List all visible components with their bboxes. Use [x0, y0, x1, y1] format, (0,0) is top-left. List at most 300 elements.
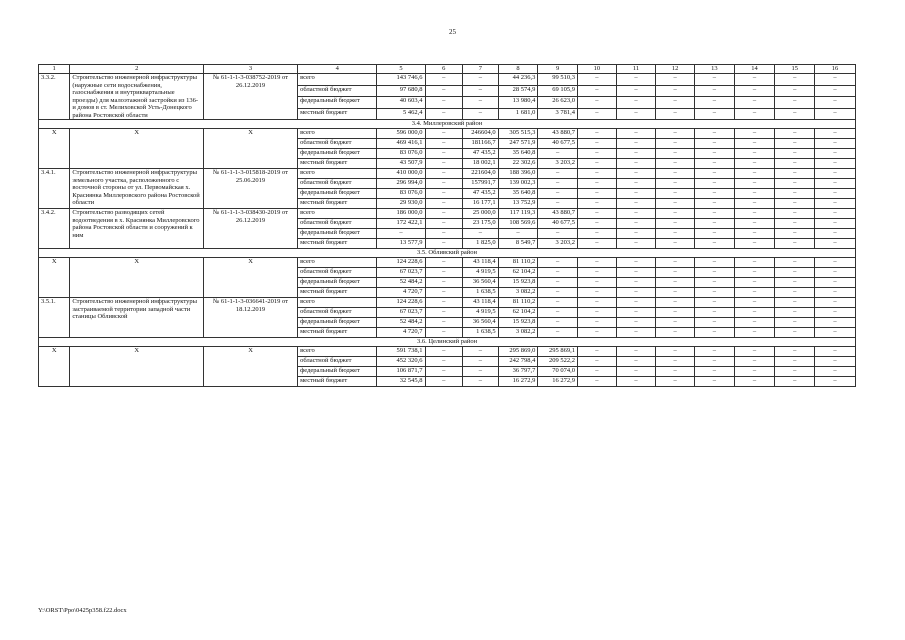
empty-dash: – [578, 97, 617, 109]
table-row [39, 74, 856, 86]
budget-type: областной бюджет [298, 268, 377, 278]
empty-dash: – [578, 129, 617, 139]
budget-value: 3 781,4 [538, 108, 578, 120]
budget-value: 3 203,2 [538, 239, 578, 249]
item-number: X [39, 347, 70, 387]
empty-dash: – [616, 129, 656, 139]
item-name: X [70, 347, 204, 387]
empty-dash: – [775, 298, 815, 308]
empty-dash: – [694, 229, 734, 239]
empty-dash: – [616, 85, 656, 97]
empty-dash: – [616, 288, 656, 298]
empty-dash: – [616, 258, 656, 268]
item-name: X [70, 129, 204, 169]
section-heading: 3.4. Миллеровский район [39, 120, 856, 129]
empty-dash: – [734, 308, 775, 318]
budget-value: – [425, 318, 463, 328]
empty-dash: – [616, 149, 656, 159]
budget-value: 4 919,5 [463, 268, 499, 278]
budget-value: 25 000,0 [463, 209, 499, 219]
empty-dash: – [578, 328, 617, 338]
budget-value: – [425, 328, 463, 338]
budget-value: 452 320,6 [377, 357, 425, 367]
empty-dash: – [578, 189, 617, 199]
item-name: Строительство инженерной инфраструктуры застраиваемой территории западной части станицы Обливской [70, 298, 204, 338]
empty-dash: – [815, 328, 856, 338]
budget-value: 26 623,0 [538, 97, 578, 109]
empty-dash: – [734, 258, 775, 268]
budget-value: 247 571,9 [498, 139, 538, 149]
budget-value: – [425, 377, 463, 387]
empty-dash: – [734, 209, 775, 219]
budget-value: 70 074,0 [538, 367, 578, 377]
empty-dash: – [775, 149, 815, 159]
budget-value: 296 994,0 [377, 179, 425, 189]
empty-dash: – [775, 229, 815, 239]
table-row [39, 347, 856, 357]
budget-value: 13 577,9 [377, 239, 425, 249]
budget-type: всего [298, 129, 377, 139]
budget-value: – [425, 357, 463, 367]
empty-dash: – [656, 209, 695, 219]
empty-dash: – [815, 129, 856, 139]
column-number-header [39, 65, 856, 74]
table-row [39, 169, 856, 179]
budget-value: – [425, 367, 463, 377]
budget-value: 35 640,8 [498, 189, 538, 199]
budget-table [38, 64, 856, 387]
empty-dash: – [578, 139, 617, 149]
budget-type: федеральный бюджет [298, 229, 377, 239]
budget-type: местный бюджет [298, 159, 377, 169]
budget-value: 36 560,4 [463, 318, 499, 328]
section-heading-row [39, 249, 856, 258]
budget-value: 22 302,6 [498, 159, 538, 169]
empty-dash: – [734, 108, 775, 120]
budget-value: 591 738,1 [377, 347, 425, 357]
empty-dash: – [578, 219, 617, 229]
empty-dash: – [694, 149, 734, 159]
budget-value: – [463, 377, 499, 387]
empty-dash: – [815, 74, 856, 86]
budget-type: федеральный бюджет [298, 189, 377, 199]
budget-value: – [538, 288, 578, 298]
empty-dash: – [775, 318, 815, 328]
budget-value: 40 603,4 [377, 97, 425, 109]
budget-value: 8 549,7 [498, 239, 538, 249]
empty-dash: – [616, 268, 656, 278]
empty-dash: – [734, 97, 775, 109]
empty-dash: – [616, 199, 656, 209]
empty-dash: – [734, 288, 775, 298]
budget-value: – [463, 74, 499, 86]
budget-value: 4 720,7 [377, 288, 425, 298]
empty-dash: – [775, 108, 815, 120]
empty-dash: – [578, 318, 617, 328]
budget-type: федеральный бюджет [298, 318, 377, 328]
table-row [39, 129, 856, 139]
empty-dash: – [815, 298, 856, 308]
empty-dash: – [815, 219, 856, 229]
table-row [39, 258, 856, 268]
budget-value: 29 930,0 [377, 199, 425, 209]
budget-value: 43 880,7 [538, 129, 578, 139]
empty-dash: – [578, 229, 617, 239]
budget-type: федеральный бюджет [298, 97, 377, 109]
empty-dash: – [694, 179, 734, 189]
empty-dash: – [578, 239, 617, 249]
budget-value: – [425, 278, 463, 288]
budget-value: 16 272,9 [538, 377, 578, 387]
budget-value: 67 023,7 [377, 268, 425, 278]
budget-value: 97 680,8 [377, 85, 425, 97]
budget-value: 15 923,8 [498, 278, 538, 288]
empty-dash: – [815, 209, 856, 219]
empty-dash: – [656, 308, 695, 318]
empty-dash: – [616, 189, 656, 199]
budget-value: 40 677,5 [538, 219, 578, 229]
empty-dash: – [815, 169, 856, 179]
empty-dash: – [694, 268, 734, 278]
budget-value: 81 110,2 [498, 258, 538, 268]
budget-value: – [538, 308, 578, 318]
empty-dash: – [616, 169, 656, 179]
budget-type: областной бюджет [298, 139, 377, 149]
budget-value: – [425, 229, 463, 239]
item-number: 3.4.2. [39, 209, 70, 249]
empty-dash: – [775, 209, 815, 219]
empty-dash: – [694, 367, 734, 377]
budget-value: 43 118,4 [463, 258, 499, 268]
empty-dash: – [616, 159, 656, 169]
empty-dash: – [578, 377, 617, 387]
budget-value: 16 177,1 [463, 199, 499, 209]
budget-type: всего [298, 298, 377, 308]
budget-value: 295 869,1 [538, 347, 578, 357]
empty-dash: – [694, 219, 734, 229]
item-document: X [204, 258, 298, 298]
budget-type: местный бюджет [298, 239, 377, 249]
empty-dash: – [578, 199, 617, 209]
budget-value: 1 638,5 [463, 328, 499, 338]
empty-dash: – [775, 278, 815, 288]
empty-dash: – [578, 159, 617, 169]
empty-dash: – [775, 239, 815, 249]
budget-value: 3 082,2 [498, 328, 538, 338]
item-document: X [204, 347, 298, 387]
item-name: Строительство инженерной инфраструктуры (наружные сети водоснабжения, газоснабжения и внутриквартальные проезды) для малоэтажной застройки из 136-и домов в ст. Мелиховской Усть-Донецкого района Ростовской области [70, 74, 204, 120]
budget-value: – [425, 347, 463, 357]
empty-dash: – [578, 149, 617, 159]
empty-dash: – [616, 328, 656, 338]
empty-dash: – [656, 288, 695, 298]
budget-value: – [425, 179, 463, 189]
empty-dash: – [775, 97, 815, 109]
budget-value: – [538, 268, 578, 278]
budget-value: – [538, 199, 578, 209]
budget-value: – [538, 318, 578, 328]
item-name: X [70, 258, 204, 298]
budget-value: 99 510,3 [538, 74, 578, 86]
empty-dash: – [734, 229, 775, 239]
empty-dash: – [775, 139, 815, 149]
budget-value: 36 560,4 [463, 278, 499, 288]
empty-dash: – [578, 278, 617, 288]
empty-dash: – [815, 199, 856, 209]
empty-dash: – [815, 108, 856, 120]
empty-dash: – [578, 74, 617, 86]
empty-dash: – [734, 179, 775, 189]
empty-dash: – [775, 179, 815, 189]
empty-dash: – [775, 258, 815, 268]
empty-dash: – [616, 308, 656, 318]
budget-value: 36 797,7 [498, 367, 538, 377]
item-number: 3.5.1. [39, 298, 70, 338]
budget-value: 1 825,0 [463, 239, 499, 249]
empty-dash: – [616, 239, 656, 249]
budget-value: – [377, 229, 425, 239]
empty-dash: – [656, 129, 695, 139]
budget-value: 43 507,9 [377, 159, 425, 169]
empty-dash: – [616, 347, 656, 357]
empty-dash: – [656, 229, 695, 239]
empty-dash: – [815, 258, 856, 268]
empty-dash: – [734, 268, 775, 278]
empty-dash: – [815, 377, 856, 387]
empty-dash: – [656, 258, 695, 268]
empty-dash: – [694, 108, 734, 120]
budget-value: 124 228,6 [377, 298, 425, 308]
budget-type: федеральный бюджет [298, 278, 377, 288]
item-number: X [39, 129, 70, 169]
page-number: 25 [449, 28, 456, 36]
empty-dash: – [578, 85, 617, 97]
budget-value: 5 462,4 [377, 108, 425, 120]
empty-dash: – [815, 357, 856, 367]
budget-value: – [425, 308, 463, 318]
budget-value: – [538, 189, 578, 199]
column-header: 11 [616, 65, 656, 74]
empty-dash: – [616, 108, 656, 120]
budget-value: 13 752,9 [498, 199, 538, 209]
empty-dash: – [616, 219, 656, 229]
budget-type: областной бюджет [298, 85, 377, 97]
empty-dash: – [694, 169, 734, 179]
empty-dash: – [775, 308, 815, 318]
budget-type: всего [298, 347, 377, 357]
budget-value: – [463, 347, 499, 357]
empty-dash: – [656, 347, 695, 357]
empty-dash: – [578, 357, 617, 367]
empty-dash: – [656, 328, 695, 338]
column-header: 5 [377, 65, 425, 74]
budget-value: 47 435,2 [463, 189, 499, 199]
empty-dash: – [815, 179, 856, 189]
budget-value: 13 980,4 [498, 97, 538, 109]
budget-value: 1 681,0 [498, 108, 538, 120]
empty-dash: – [616, 377, 656, 387]
empty-dash: – [815, 139, 856, 149]
budget-value: 69 105,9 [538, 85, 578, 97]
empty-dash: – [694, 308, 734, 318]
budget-value: 246604,0 [463, 129, 499, 139]
column-header: 8 [498, 65, 538, 74]
section-heading: 3.5. Обливский район [39, 249, 856, 258]
empty-dash: – [578, 179, 617, 189]
budget-value: – [425, 159, 463, 169]
budget-type: местный бюджет [298, 328, 377, 338]
empty-dash: – [616, 278, 656, 288]
empty-dash: – [694, 189, 734, 199]
budget-type: всего [298, 258, 377, 268]
empty-dash: – [775, 288, 815, 298]
empty-dash: – [616, 139, 656, 149]
budget-value: – [425, 74, 463, 86]
item-number: 3.4.1. [39, 169, 70, 209]
budget-value: 43 118,4 [463, 298, 499, 308]
budget-value: 305 515,3 [498, 129, 538, 139]
empty-dash: – [734, 74, 775, 86]
empty-dash: – [656, 179, 695, 189]
empty-dash: – [734, 377, 775, 387]
item-document: № 61-1-1-3-036641-2019 от 18.12.2019 [204, 298, 298, 338]
empty-dash: – [815, 229, 856, 239]
empty-dash: – [578, 347, 617, 357]
empty-dash: – [656, 298, 695, 308]
budget-value: 108 569,6 [498, 219, 538, 229]
budget-type: всего [298, 169, 377, 179]
empty-dash: – [694, 74, 734, 86]
budget-value: 16 272,9 [498, 377, 538, 387]
empty-dash: – [578, 108, 617, 120]
budget-type: областной бюджет [298, 308, 377, 318]
empty-dash: – [656, 74, 695, 86]
item-name: Строительство разводящих сетей водоотведения в х. Красиянка Миллеровского района Ростовской области и сооружений к ним [70, 209, 204, 249]
empty-dash: – [656, 149, 695, 159]
empty-dash: – [775, 268, 815, 278]
budget-value: 186 000,0 [377, 209, 425, 219]
empty-dash: – [616, 74, 656, 86]
empty-dash: – [694, 199, 734, 209]
empty-dash: – [775, 129, 815, 139]
budget-value: 469 416,1 [377, 139, 425, 149]
empty-dash: – [775, 377, 815, 387]
empty-dash: – [775, 367, 815, 377]
empty-dash: – [734, 169, 775, 179]
budget-value: – [538, 328, 578, 338]
budget-value: – [463, 229, 499, 239]
empty-dash: – [815, 189, 856, 199]
empty-dash: – [734, 357, 775, 367]
column-header: 4 [298, 65, 377, 74]
empty-dash: – [578, 298, 617, 308]
budget-value: 410 000,0 [377, 169, 425, 179]
empty-dash: – [616, 357, 656, 367]
empty-dash: – [775, 169, 815, 179]
empty-dash: – [815, 97, 856, 109]
empty-dash: – [815, 268, 856, 278]
budget-value: – [463, 108, 499, 120]
budget-value: 40 677,5 [538, 139, 578, 149]
budget-value: 124 228,6 [377, 258, 425, 268]
empty-dash: – [694, 129, 734, 139]
empty-dash: – [694, 85, 734, 97]
empty-dash: – [734, 298, 775, 308]
budget-value: 3 203,2 [538, 159, 578, 169]
budget-value: 209 522,2 [538, 357, 578, 367]
empty-dash: – [656, 169, 695, 179]
footer-file-path: Y:\ORST\Ppo\0425p358.f22.docx [38, 607, 127, 614]
budget-value: 23 175,0 [463, 219, 499, 229]
item-document: № 61-1-1-3-038430-2019 от 26.12.2019 [204, 209, 298, 249]
item-document: № 61-1-1-3-038752-2019 от 26.12.2019 [204, 74, 298, 120]
budget-value: 62 104,2 [498, 268, 538, 278]
empty-dash: – [656, 318, 695, 328]
empty-dash: – [578, 367, 617, 377]
budget-value: – [425, 239, 463, 249]
budget-type: областной бюджет [298, 179, 377, 189]
budget-value: 1 638,5 [463, 288, 499, 298]
empty-dash: – [578, 268, 617, 278]
empty-dash: – [775, 357, 815, 367]
budget-value: 596 000,0 [377, 129, 425, 139]
empty-dash: – [815, 347, 856, 357]
budget-value: – [425, 219, 463, 229]
empty-dash: – [815, 288, 856, 298]
budget-value: – [538, 298, 578, 308]
budget-value: – [425, 189, 463, 199]
budget-value: – [538, 149, 578, 159]
budget-value: – [425, 139, 463, 149]
empty-dash: – [775, 74, 815, 86]
empty-dash: – [616, 179, 656, 189]
budget-value: 81 110,2 [498, 298, 538, 308]
budget-type: областной бюджет [298, 219, 377, 229]
empty-dash: – [775, 189, 815, 199]
column-header: 9 [538, 65, 578, 74]
budget-type: областной бюджет [298, 357, 377, 367]
empty-dash: – [578, 288, 617, 298]
empty-dash: – [734, 199, 775, 209]
empty-dash: – [578, 308, 617, 318]
column-header: 12 [656, 65, 695, 74]
empty-dash: – [815, 318, 856, 328]
empty-dash: – [694, 97, 734, 109]
empty-dash: – [734, 85, 775, 97]
empty-dash: – [815, 308, 856, 318]
table-row [39, 209, 856, 219]
empty-dash: – [815, 159, 856, 169]
empty-dash: – [656, 268, 695, 278]
column-header: 10 [578, 65, 617, 74]
empty-dash: – [656, 219, 695, 229]
empty-dash: – [656, 199, 695, 209]
empty-dash: – [656, 159, 695, 169]
empty-dash: – [656, 239, 695, 249]
column-header: 2 [70, 65, 204, 74]
column-header: 16 [815, 65, 856, 74]
empty-dash: – [694, 377, 734, 387]
budget-value: 52 484,2 [377, 278, 425, 288]
budget-value: – [425, 129, 463, 139]
column-header: 3 [204, 65, 298, 74]
empty-dash: – [815, 239, 856, 249]
budget-type: федеральный бюджет [298, 367, 377, 377]
column-header: 14 [734, 65, 775, 74]
column-header: 13 [694, 65, 734, 74]
budget-value: – [538, 169, 578, 179]
empty-dash: – [734, 239, 775, 249]
